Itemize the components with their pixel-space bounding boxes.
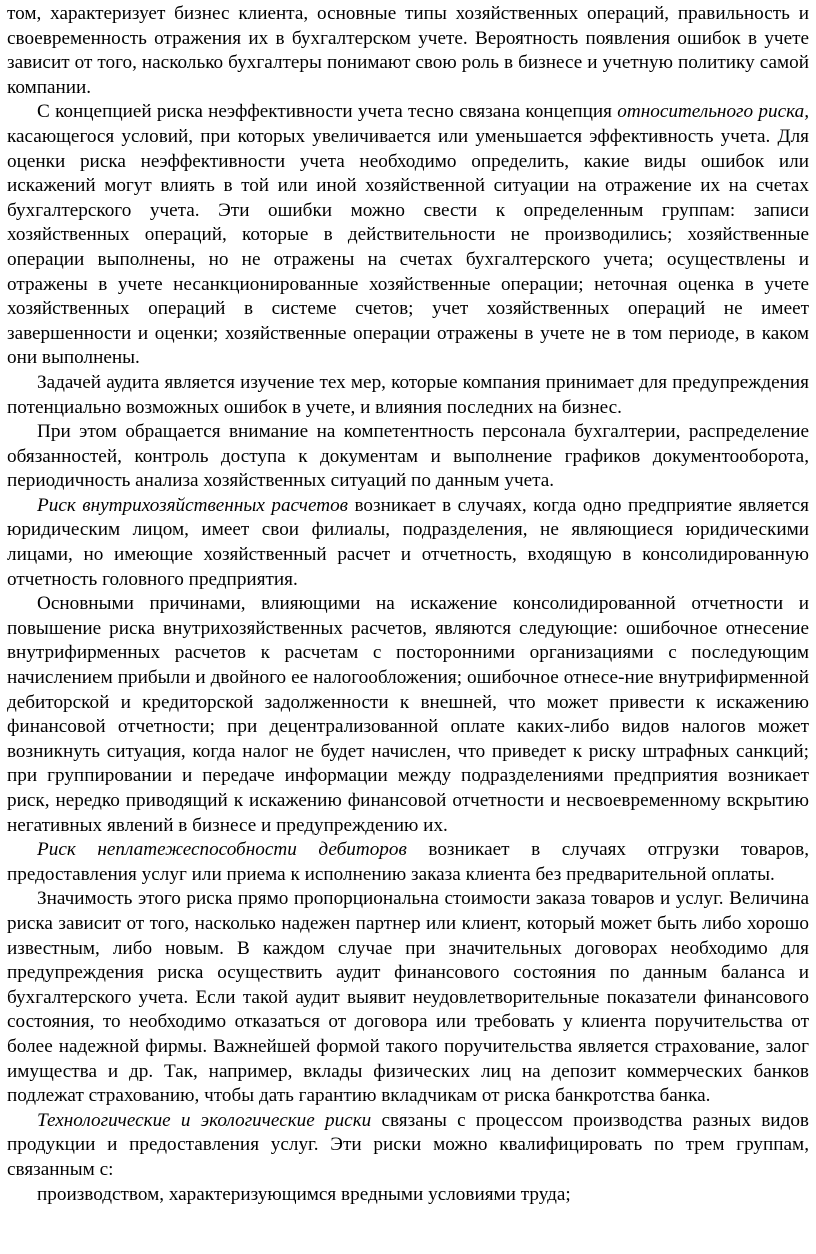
- paragraph: [7, 887, 809, 1108]
- paragraph-text: связаны с процессом производства разных видов продукции и предоставления услуг. Эти риски можно квалифицировать по трем группам, связанным с:: [7, 1109, 809, 1180]
- paragraph-text: возникает в случаях отгрузки товаров, предоставления услуг или приема к исполнению заказа клиента без предварительной оплаты.: [7, 839, 810, 885]
- paragraph-text: Основными причинами, влияющими на искажение консолидированной отчетности и повышение риска внутрихозяйственных расчетов, являются следующие: ошибочное отнесение внутрифирменных расчетов к расчетам с посторонними организациями с последующим начислением прибыли и двойного ее налогообложения; ошибочное отнесе-ние внутрифирменной дебиторской и кредиторской задолженности к внешней, что может привести к искажению финансовой отчетности; при децентрализованной оплате каких-либо видов налогов может возникнуть ситуация, когда налог не будет начислен, что приведет к риску штрафных санкций; при группировании и передаче информации между подразделениями предприятия возникает риск, нередко приводящий к искажению финансовой отчетности и несвоевременному вскрытию негативных явлений в бизнесе и предупреждению их.: [7, 593, 809, 836]
- paragraph: [7, 494, 809, 592]
- paragraph: [7, 1183, 809, 1208]
- paragraph-text: касающегося условий, при которых увеличивается или уменьшается эффективность учета. Для оценки риска неэффективности учета необходимо определить, какие виды ошибок или искажений могут влиять в той или иной хозяйственной ситуации на отражение их на счетах бухгалтерского учета. Эти ошибки можно свести к определенным группам: записи хозяйственных операций, которые в действительности не производились; хозяйственные операции выполнены, но не отражены на счетах бухгалтерского учета; осуществлены и отражены в учете несанкционированные хозяйственные операции; неточная оценка в учете хозяйственных операций в системе счетов; учет хозяйственных операций не имеет завершенности и оценки; хозяйственные операции отражены в учете не в том периоде, в каком они выполнены.: [7, 125, 809, 369]
- paragraph-text: том, характеризует бизнес клиента, основные типы хозяйственных операций, правильность и своевременность отражения их в бухгалтерском учете. Вероятность появления ошибок в учете зависит от того, насколько бухгалтеры понимают свою роль в бизнесе и учетную политику самой компании.: [7, 3, 809, 98]
- paragraph-text: производством, характеризующимся вредными условиями труда;: [37, 1183, 571, 1205]
- paragraph-text: Значимость этого риска прямо пропорциональна стоимости заказа товаров и услуг. Величина риска зависит от того, насколько надежен партнер или клиент, который может быть либо хорошо известным, либо новым. В каждом случае при значительных договорах необходимо для предупреждения риска осуществить аудит финансового состояния по данным баланса и бухгалтерского учета. Если такой аудит выявит неудовлетворительные показатели финансового состояния, то необходимо отказаться от договора или требовать у клиента поручительства от более надежной фирмы. Важнейшей формой такого поручительства является страхование, залог имущества и др. Так, например, вклады физических лиц на депозит коммерческих банков подлежат страхованию, чтобы дать гарантию вкладчикам от риска банкротства банка.: [7, 888, 809, 1107]
- paragraph-text: возникает в случаях, когда одно предприятие является юридическим лицом, имеет свои филиалы, подразделения, не являющиеся юридическими лицами, но имеющие хозяйственный расчет и отчетность, входящую в консолидированную отчетность головного предприятия.: [7, 494, 809, 590]
- paragraph: [7, 100, 809, 371]
- paragraph: [7, 592, 809, 838]
- italic-term: относительного риска,: [617, 101, 809, 123]
- document-body: [7, 2, 809, 1207]
- paragraph: [7, 420, 809, 494]
- paragraph-text: При этом обращается внимание на компетентность персонала бухгалтерии, распределение обязанностей, контроль доступа к документам и выполнение графиков документооборота, периодичность анализа хозяйственных ситуаций по данным учета.: [7, 421, 809, 492]
- italic-term: Риск неплатежеспособности дебиторов: [37, 839, 407, 861]
- italic-term: Технологические и экологические риски: [37, 1109, 372, 1131]
- paragraph: [7, 1109, 809, 1183]
- paragraph: [7, 2, 809, 100]
- paragraph: [7, 838, 809, 887]
- italic-term: Риск внутрихозяйственных расчетов: [37, 494, 348, 516]
- paragraph-text: Задачей аудита является изучение тех мер, которые компания принимает для предупреждения потенциально возможных ошибок в учете, и влияния последних на бизнес.: [7, 371, 809, 418]
- paragraph-text: С концепцией риска неэффективности учета тесно связана концепция: [37, 101, 618, 123]
- paragraph: [7, 371, 809, 420]
